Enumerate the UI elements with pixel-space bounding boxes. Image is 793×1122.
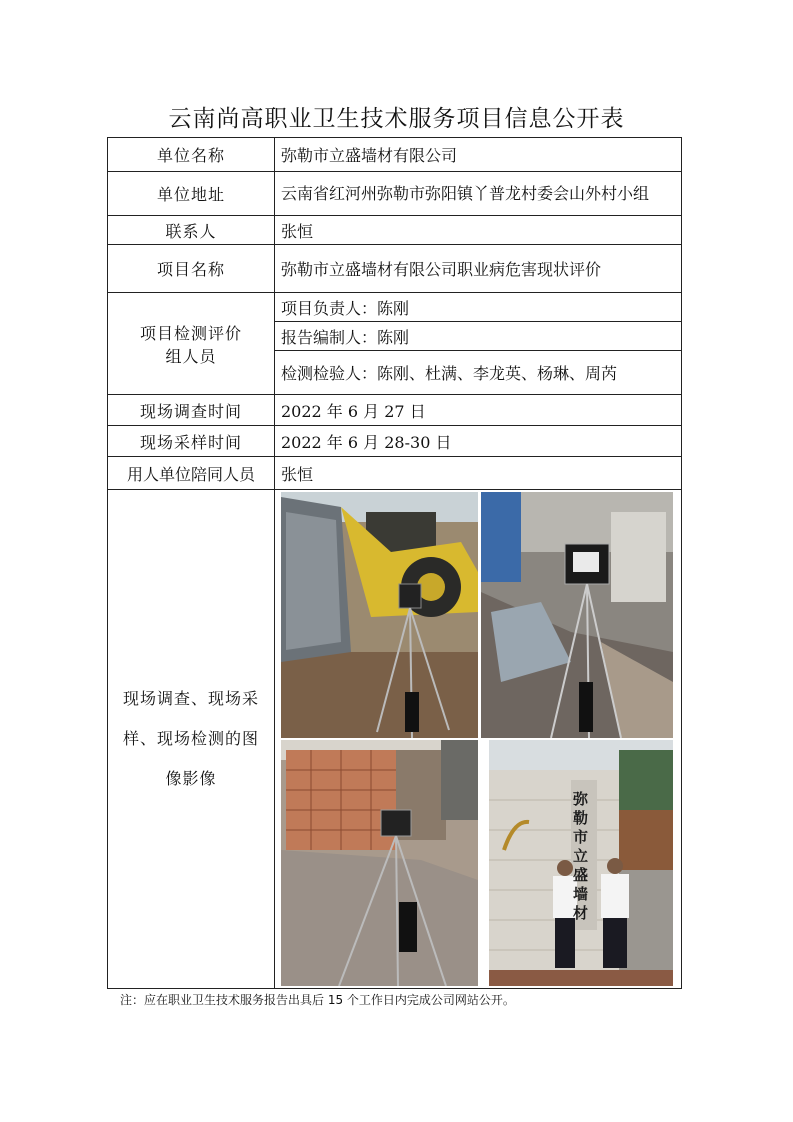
sampling-time-value: 2022 年 6 月 28-30 日: [275, 426, 682, 457]
row-unit-name: [108, 138, 682, 172]
row-escort: [108, 457, 682, 490]
document-title: 云南尚高职业卫生技术服务项目信息公开表: [168, 106, 625, 132]
row-project-name: [108, 245, 682, 293]
photo-loader-site: [281, 492, 478, 738]
team-editor: 报告编制人：陈刚: [275, 322, 681, 351]
project-name-value: 弥勒市立盛墙材有限公司职业病危害现状评价: [275, 245, 682, 293]
contact-value: 张恒: [275, 216, 682, 245]
row-sampling-time: [108, 426, 682, 457]
footnote: 注：应在职业卫生技术服务报告出具后 15 个工作日内完成公司网站公开。: [120, 993, 515, 1007]
unit-address-value: 云南省红河州弥勒市弥阳镇丫普龙村委会山外村小组: [275, 172, 682, 216]
company-sign-text: 弥勒市立盛墙材: [573, 790, 589, 922]
row-unit-address: [108, 172, 682, 216]
escort-value: 张恒: [275, 457, 682, 490]
unit-name-value: 弥勒市立盛墙材有限公司: [275, 138, 682, 172]
team-leader: 项目负责人：陈刚: [275, 293, 681, 322]
row-team: [108, 293, 682, 395]
team-inspectors: 检测检验人：陈刚、杜满、李龙英、杨琳、周芮: [281, 364, 618, 383]
survey-time-label: 现场调查时间: [108, 395, 275, 426]
contact-label: 联系人: [108, 216, 275, 245]
photo-company-gate: [489, 740, 673, 986]
photo-equipment-site: [481, 492, 673, 738]
unit-name-label: 单位名称: [108, 138, 275, 172]
sampling-time-label: 现场采样时间: [108, 426, 275, 457]
row-survey-time: [108, 395, 682, 426]
photo-brick-yard: [281, 740, 478, 986]
team-label: 项目检测评价组人员: [108, 293, 275, 395]
row-contact: [108, 216, 682, 245]
photos-label: 现场调查、现场采样、现场检测的图像影像: [108, 490, 275, 989]
escort-label: 用人单位陪同人员: [108, 457, 275, 490]
unit-address-label: 单位地址: [108, 172, 275, 216]
survey-time-value: 2022 年 6 月 27 日: [275, 395, 682, 426]
team-cell: [275, 293, 682, 395]
project-name-label: 项目名称: [108, 245, 275, 293]
